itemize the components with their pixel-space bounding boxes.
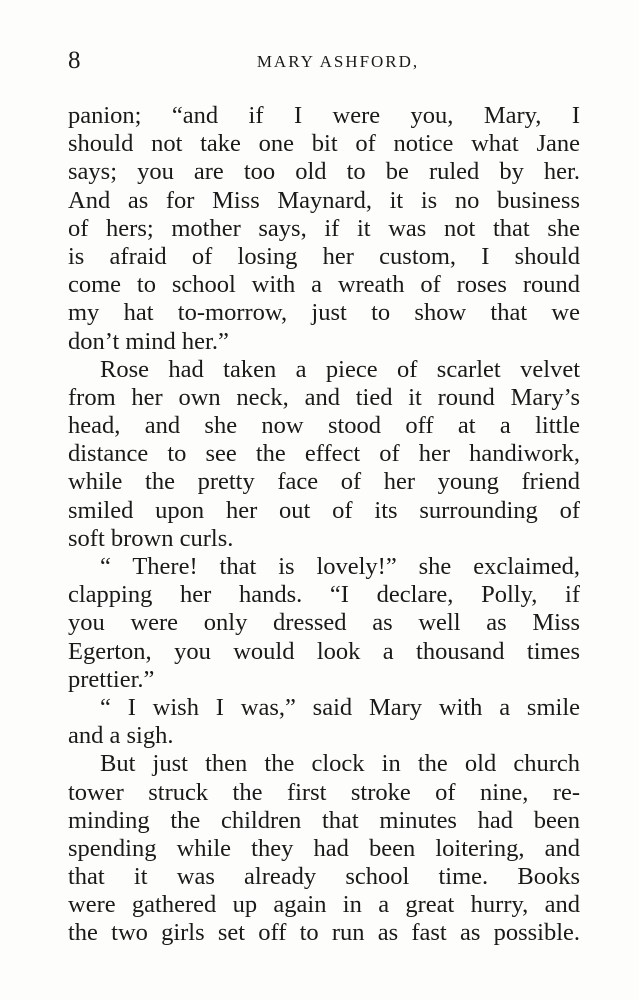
paragraph-2 bbox=[68, 356, 580, 553]
running-title: MARY ASHFORD, bbox=[256, 52, 420, 71]
text-line: my hat to-morrow, just to show that we bbox=[68, 299, 580, 327]
text-line: “ There! that is lovely!” she exclaimed, bbox=[100, 553, 580, 580]
text-line: clapping her hands. “I declare, Polly, if bbox=[68, 581, 580, 609]
text-line: says; you are too old to be ruled by her. bbox=[68, 158, 580, 186]
paragraph-3 bbox=[68, 553, 580, 694]
page-number: 8 bbox=[68, 47, 81, 74]
text-line: should not take one bit of notice what Jane bbox=[68, 130, 580, 158]
text-line: smiled upon her out of its surrounding of bbox=[68, 496, 580, 524]
text-line: and a sigh. bbox=[68, 722, 174, 750]
paragraph-5 bbox=[68, 750, 580, 947]
text-line: were gathered up again in a great hurry, and bbox=[68, 891, 580, 919]
text-line: don’t mind her.” bbox=[68, 327, 229, 355]
text-line: But just then the clock in the old church bbox=[100, 750, 580, 778]
text-line: panion; “and if I were you, Mary, I bbox=[68, 102, 580, 129]
text-line: distance to see the effect of her handiwork, bbox=[68, 440, 580, 468]
paragraph-1 bbox=[68, 102, 580, 356]
text-line: that it was already school time. Books bbox=[68, 863, 580, 891]
text-line: soft brown curls. bbox=[68, 524, 234, 552]
text-line: minding the children that minutes had been bbox=[68, 806, 580, 834]
text-line: prettier.” bbox=[68, 665, 155, 693]
text-line: you were only dressed as well as Miss bbox=[68, 609, 580, 637]
text-line: from her own neck, and tied it round Mary’s bbox=[68, 383, 580, 411]
text-line: of hers; mother says, if it was not that she bbox=[68, 214, 580, 242]
running-head bbox=[68, 46, 580, 76]
text-line: “ I wish I was,” said Mary with a smile bbox=[100, 693, 580, 721]
text-line: head, and she now stood off at a little bbox=[68, 412, 580, 440]
text-line: spending while they had been loitering, and bbox=[68, 834, 580, 862]
text-line: Rose had taken a piece of scarlet velvet bbox=[100, 355, 580, 383]
text-line: Egerton, you would look a thousand times bbox=[68, 637, 580, 665]
text-line: is afraid of losing her custom, I should bbox=[68, 242, 580, 270]
text-line: tower struck the first stroke of nine, re- bbox=[68, 778, 580, 806]
text-line: the two girls set off to run as fast as possible. bbox=[68, 919, 580, 947]
text-line: come to school with a wreath of roses round bbox=[68, 271, 580, 299]
text-line: while the pretty face of her young friend bbox=[68, 468, 580, 496]
body-text bbox=[68, 102, 580, 948]
text-line: And as for Miss Maynard, it is no business bbox=[68, 186, 580, 214]
paragraph-4 bbox=[68, 694, 580, 750]
